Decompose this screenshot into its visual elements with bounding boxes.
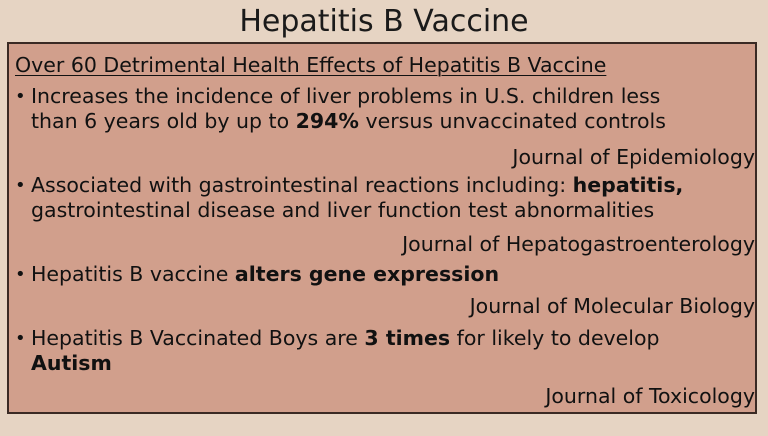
bullet-emphasis: hepatitis, (572, 173, 684, 197)
bullet-icon: • (15, 175, 26, 196)
bullet-text: Increases the incidence of liver problems in U.S. children less (31, 84, 661, 108)
bullet-line (15, 198, 683, 223)
slide-title: Hepatitis B Vaccine (239, 4, 529, 39)
bullet-text: versus unvaccinated controls (358, 109, 666, 133)
slide-subtitle: Over 60 Detrimental Health Effects of Hepatitis B Vaccine (15, 53, 607, 77)
bullet-icon: • (15, 328, 26, 349)
bullet-text: gastrointestinal disease and liver function test abnormalities (31, 198, 655, 222)
bullet-line (15, 262, 499, 287)
citation: Journal of Molecular Biology (469, 294, 755, 318)
citation: Journal of Hepatogastroenterology (402, 232, 755, 256)
bullet-line (15, 326, 660, 351)
bullet-item (15, 173, 683, 223)
bullet-item (15, 326, 660, 376)
bullet-emphasis: 294% (295, 109, 359, 133)
bullet-item (15, 84, 666, 134)
bullet-line (15, 84, 666, 109)
bullet-text: Hepatitis B vaccine (31, 262, 235, 286)
bullet-emphasis: alters gene expression (234, 262, 500, 286)
bullet-emphasis: Autism (31, 351, 112, 375)
bullet-emphasis: 3 times (364, 326, 451, 350)
bullet-text: Associated with gastrointestinal reactions including: (31, 173, 573, 197)
bullet-text: for likely to develop (450, 326, 660, 350)
citation: Journal of Epidemiology (512, 145, 755, 169)
bullet-icon: • (15, 86, 26, 107)
content-box (7, 42, 757, 414)
bullet-line (15, 109, 666, 134)
bullet-text: than 6 years old by up to (31, 109, 296, 133)
bullet-line (15, 351, 660, 376)
bullet-icon: • (15, 264, 26, 285)
bullet-line (15, 173, 683, 198)
bullet-text: Hepatitis B Vaccinated Boys are (31, 326, 365, 350)
bullet-item (15, 262, 499, 287)
citation: Journal of Toxicology (545, 384, 755, 408)
